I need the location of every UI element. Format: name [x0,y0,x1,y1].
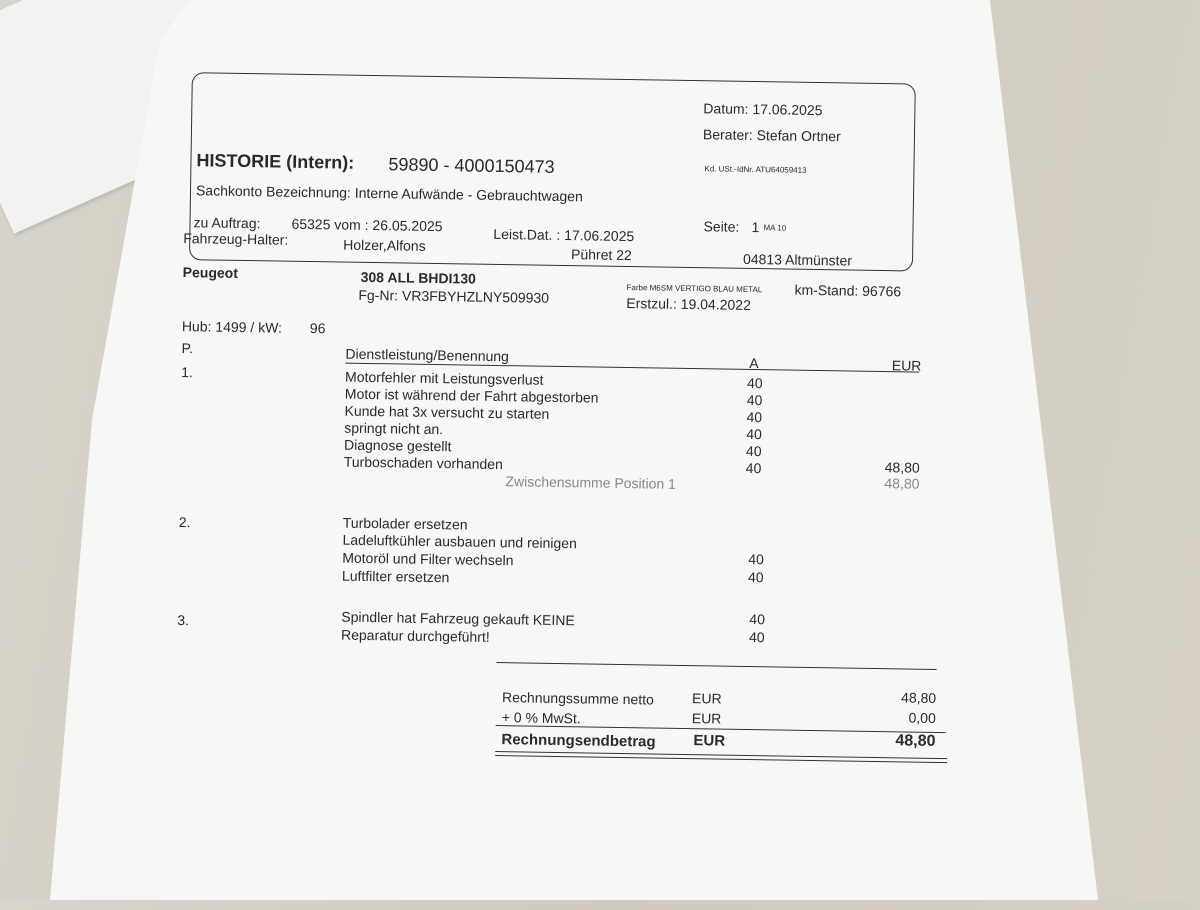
sachkonto: Sachkonto Bezeichnung: Interne Aufwände - Gebrauchtwagen [195,182,583,205]
vehicle-make: Peugeot [182,264,239,281]
vehicle-erstzul: Erstzul.: 19.04.2022 [626,295,751,313]
halter-name: Holzer,Alfons [343,236,426,254]
position-1-a: 40 [746,391,763,409]
mwst-value: 0,00 [908,709,936,726]
halter-city: 04813 Altmünster [742,250,853,269]
berater: Berater: Stefan Ortner [702,126,841,145]
mwst-currency: EUR [691,710,722,727]
col-header-desc: Dienstleistung/Benennung [345,345,510,365]
position-3-line: Reparatur durchgeführt! [340,626,490,645]
auftrag-label: zu Auftrag: [193,214,261,232]
position-1-line: Diagnose gestellt [343,436,452,455]
netto-label: Rechnungssumme netto [501,689,654,708]
position-1-line: Turboschaden vorhanden [343,453,503,473]
col-header-p: P. [181,340,194,357]
position-1-eur: 48,80 [884,459,920,476]
totals-top-rule [497,662,937,670]
vehicle-hub: Hub: 1499 / kW: [181,318,283,336]
position-1-line: springt nicht an. [344,419,444,438]
position-1-a: 40 [745,459,762,477]
position-1-line: Motor ist während der Fahrt abgestorben [344,385,599,406]
position-3-line: Spindler hat Fahrzeug gekauft KEINE [341,608,575,629]
position-2-a: 40 [748,550,765,568]
vehicle-km: km-Stand: 96766 [794,281,902,300]
historie-title-number: 59890 - 4000150473 [388,154,555,177]
vehicle-model: 308 ALL BHDI130 [360,268,476,287]
vehicle-farbe: Farbe M6SM VERTIGO BLAU METAL [626,283,763,295]
vehicle-fgnr: Fg-Nr: VR3FBYHZLNY509930 [358,286,550,306]
mwst-label: + 0 % MwSt. [501,709,581,727]
customer-vat-id: Kd. USt.-IdNr. ATU64059413 [704,164,807,175]
seite-value: 1 [751,218,760,236]
endbetrag-label: Rechnungsendbetrag [501,731,656,751]
position-2-line: Luftfilter ersetzen [341,567,450,586]
halter-street: Pühret 22 [570,246,632,264]
historie-title-label: HISTORIE (Intern): [196,150,355,173]
position-2-number: 2. [178,514,191,531]
subtotal-value: 48,80 [884,475,920,492]
position-2-a: 40 [747,568,764,586]
position-1-number: 1. [181,364,193,381]
col-header-eur: EUR [891,357,922,374]
leistungsdatum: Leist.Dat. : 17.06.2025 [493,225,635,245]
seite-label: Seite: [703,218,740,235]
vehicle-kw: 96 [309,320,326,337]
auftrag-value: 65325 vom : 26.05.2025 [291,215,443,235]
position-2-line: Turbolader ersetzen [342,514,468,533]
position-1-a: 40 [746,425,762,443]
position-1-a: 40 [746,408,763,426]
position-1-a: 40 [746,374,763,392]
position-3-a: 40 [748,628,765,646]
position-3-number: 3. [177,612,190,629]
seite-small: MA 10 [763,223,787,233]
datum: Datum: 17.06.2025 [703,100,823,119]
endbetrag-currency: EUR [693,732,726,750]
col-header-a: A [749,354,759,372]
endbetrag-value: 48,80 [895,732,936,750]
netto-value: 48,80 [900,689,937,706]
position-2-line: Ladeluftkühler ausbauen und reinigen [342,531,577,552]
netto-currency: EUR [691,690,722,707]
halter-label: Fahrzeug-Halter: [183,230,289,248]
position-1-a: 40 [745,442,762,460]
position-2-line: Motoröl und Filter wechseln [342,549,514,569]
subtotal-label: Zwischensumme Position 1 [505,473,677,492]
position-1-line: Motorfehler mit Leistungsverlust [345,368,544,388]
position-1-line: Kunde hat 3x versucht zu starten [344,402,550,422]
position-3-a: 40 [749,610,766,628]
